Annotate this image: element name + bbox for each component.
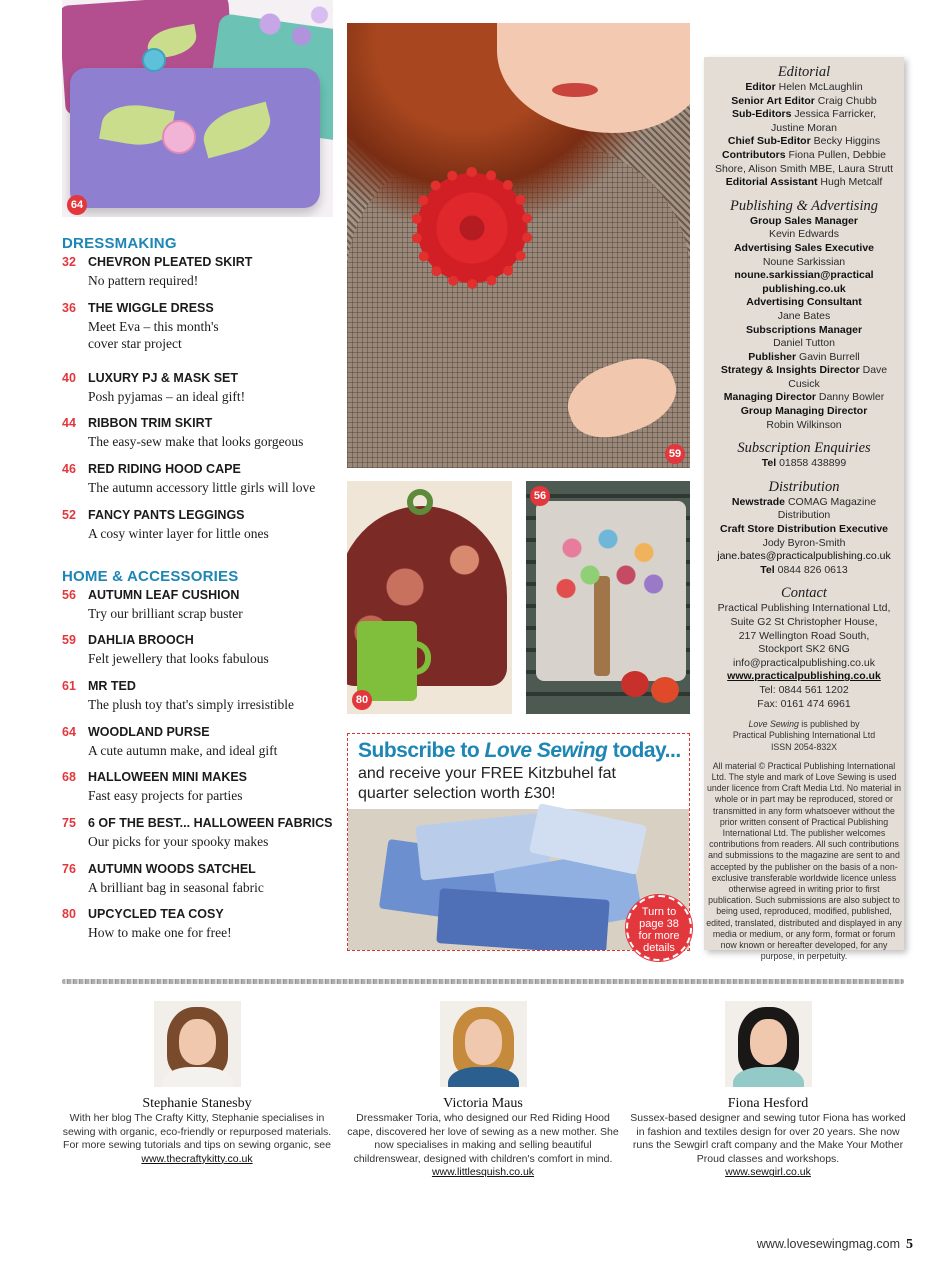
entry-title: FANCY PANTS LEGGINGS bbox=[88, 508, 245, 522]
entry-description: The plush toy that's simply irresistible bbox=[88, 697, 295, 712]
entry-title: 6 OF THE BEST... HALLOWEEN FABRICS bbox=[88, 816, 333, 830]
dahlia-brooch-photo bbox=[347, 23, 690, 468]
section-title: DRESSMAKING bbox=[62, 235, 177, 252]
page-number: 52 bbox=[62, 508, 76, 522]
page-badge: 56 bbox=[530, 486, 550, 506]
credit-line: Group Managing Director bbox=[740, 405, 868, 418]
entry-description: How to make one for free! bbox=[88, 925, 232, 940]
credit-line: Tel 01858 438899 bbox=[761, 457, 847, 470]
page-number: 80 bbox=[62, 907, 76, 921]
credits-heading: Contact bbox=[781, 585, 827, 602]
published-by: Practical Publishing International Ltd bbox=[732, 730, 876, 741]
credit-line: Sub-Editors Jessica Farricker, bbox=[731, 108, 877, 121]
page-badge: 64 bbox=[67, 195, 87, 215]
credit-line: Shore, Alison Smith MBE, Laura Strutt bbox=[715, 162, 893, 175]
credit-email[interactable]: publishing.co.uk bbox=[762, 282, 846, 295]
contributor-card bbox=[57, 1001, 337, 1166]
contact-website-link[interactable]: www.practicalpublishing.co.uk bbox=[727, 670, 881, 683]
credits-heading: Distribution bbox=[768, 478, 840, 495]
credits-heading: Editorial bbox=[777, 64, 831, 80]
page-number: 75 bbox=[62, 816, 76, 830]
entry-title: CHEVRON PLEATED SKIRT bbox=[88, 255, 253, 269]
contributor-website-link[interactable]: www.thecraftykitty.co.uk bbox=[141, 1152, 253, 1165]
contributor-card bbox=[343, 1001, 623, 1180]
woodland-purse-photo bbox=[62, 0, 333, 217]
credit-line: Kevin Edwards bbox=[768, 228, 840, 241]
credits-heading: Subscription Enquiries bbox=[737, 440, 871, 457]
credit-line: Group Sales Manager bbox=[750, 214, 858, 227]
entry-title: MR TED bbox=[88, 679, 136, 693]
credit-line: Chief Sub-Editor Becky Higgins bbox=[727, 135, 881, 148]
page-number: 32 bbox=[62, 255, 76, 269]
page-number: 40 bbox=[62, 371, 76, 385]
page-number: 44 bbox=[62, 416, 76, 430]
leaf-cushion-photo bbox=[526, 481, 690, 714]
contact-line: Tel: 0844 561 1202 bbox=[759, 683, 849, 696]
credits-panel bbox=[704, 57, 904, 962]
page-number: 68 bbox=[62, 770, 76, 784]
credit-line: Senior Art Editor Craig Chubb bbox=[731, 94, 877, 107]
avatar bbox=[725, 1001, 812, 1087]
entry-description: A cosy winter layer for little ones bbox=[88, 526, 269, 541]
contributor-bio: Dressmaker Toria, who designed our Red Riding Hood cape, discovered her love of sewing as a new mother. She now specialises in making and selling beautiful childrenswear, designed with children's comfort in mind. bbox=[347, 1112, 619, 1165]
footer-url[interactable]: www.lovesewingmag.com bbox=[756, 1237, 900, 1251]
page-footer bbox=[757, 1236, 913, 1253]
credit-line: Advertising Consultant bbox=[746, 296, 862, 309]
page-number: 46 bbox=[62, 462, 76, 476]
credit-line: Editorial Assistant Hugh Metcalf bbox=[725, 176, 883, 189]
entry-title: AUTUMN WOODS SATCHEL bbox=[88, 862, 256, 876]
subscribe-offer-line: and receive your FREE Kitzbuhel fat bbox=[358, 765, 616, 782]
credit-line: Contributors Fiona Pullen, Debbie bbox=[722, 148, 886, 161]
contributor-name: Victoria Maus bbox=[443, 1096, 523, 1111]
credit-line: Jody Byron-Smith bbox=[762, 536, 846, 549]
credits-heading: Publishing & Advertising bbox=[730, 197, 878, 214]
subscribe-headline: Subscribe to Love Sewing today... bbox=[358, 739, 681, 762]
entry-title: RIBBON TRIM SKIRT bbox=[88, 416, 213, 430]
contributor-website-link[interactable]: www.littlesquish.co.uk bbox=[431, 1166, 535, 1179]
entry-description: No pattern required! bbox=[88, 273, 199, 288]
entry-description: Try our brilliant scrap buster bbox=[88, 606, 243, 621]
page-number: 36 bbox=[62, 301, 76, 315]
entry-description: A brilliant bag in seasonal fabric bbox=[88, 880, 264, 895]
entry-title: HALLOWEEN MINI MAKES bbox=[88, 770, 248, 784]
credit-line: Advertising Sales Executive bbox=[733, 241, 875, 254]
avatar bbox=[440, 1001, 527, 1087]
credit-line: Jane Bates bbox=[777, 309, 831, 322]
entry-description: A cute autumn make, and ideal gift bbox=[88, 743, 278, 758]
page-badge: 59 bbox=[665, 444, 685, 464]
published-by: Love Sewing is published by bbox=[748, 719, 860, 730]
entry-title: DAHLIA BROOCH bbox=[88, 633, 194, 647]
entry-description: Posh pyjamas – an ideal gift! bbox=[88, 389, 246, 404]
credit-line: Robin Wilkinson bbox=[766, 418, 842, 431]
tea-cosy-photo bbox=[347, 481, 512, 714]
credit-line: Daniel Tutton bbox=[773, 337, 835, 350]
entry-title: RED RIDING HOOD CAPE bbox=[88, 462, 241, 476]
page-number: 76 bbox=[62, 862, 76, 876]
credit-line: Justine Moran bbox=[771, 121, 837, 134]
contact-line: Practical Publishing International Ltd, bbox=[717, 602, 891, 615]
issn: ISSN 2054-832X bbox=[770, 741, 838, 752]
page-badge: 80 bbox=[352, 690, 372, 710]
entry-description: Meet Eva – this month's cover star project bbox=[88, 319, 219, 351]
credit-line: Managing Director Danny Bowler bbox=[723, 391, 885, 404]
credit-line: Editor Helen McLaughlin bbox=[745, 81, 863, 93]
contributor-name: Fiona Hesford bbox=[727, 1096, 809, 1111]
credit-line: Noune Sarkissian bbox=[762, 255, 846, 268]
credit-email[interactable]: noune.sarkissian@practical bbox=[734, 269, 874, 282]
avatar bbox=[154, 1001, 241, 1087]
entry-title: LUXURY PJ & MASK SET bbox=[88, 371, 239, 385]
section-title: HOME & ACCESSORIES bbox=[62, 568, 239, 585]
credit-line: Distribution bbox=[777, 509, 831, 522]
credit-line: Newstrade COMAG Magazine bbox=[731, 495, 877, 508]
credit-line: Strategy & Insights Director Dave Cusick bbox=[720, 364, 888, 390]
entry-description: Fast easy projects for parties bbox=[88, 788, 243, 803]
credit-line: Craft Store Distribution Executive bbox=[719, 523, 889, 536]
entry-title: WOODLAND PURSE bbox=[88, 725, 210, 739]
contributor-website-link[interactable]: www.sewgirl.co.uk bbox=[725, 1166, 811, 1179]
entry-description: Felt jewellery that looks fabulous bbox=[88, 651, 269, 666]
legal-notice: All material © Practical Publishing International Ltd. The style and mark of Love Sewing is used under licence from Craft Media Ltd. No material in whole or in part may be reproduced, stored or transmitted in any form whatsoever without the prior written consent of Practical Publishing International Ltd. The publisher welcomes contributions from readers. All such contributions and submissions to the magazine are sent to and accepted by the publisher on the basis of a non-exclusive transferable worldwide licence unless otherwise agreed in writing prior to first publication. Such submissions are also subject to being used, reproduced, modified, published, edited, translated, distributed and displayed in any media or medium, or any form, format or forum now known or hereafter developed, for any purpose, in perpetuity. bbox=[706, 760, 902, 962]
page-number: 59 bbox=[62, 633, 76, 647]
contributor-name: Stephanie Stanesby bbox=[142, 1096, 252, 1111]
section-divider bbox=[62, 979, 904, 984]
contact-email[interactable]: info@practicalpublishing.co.uk bbox=[733, 656, 875, 669]
credit-line: Subscriptions Manager bbox=[745, 323, 863, 336]
page-number: 56 bbox=[62, 588, 76, 602]
folio-page-number: 5 bbox=[906, 1237, 913, 1252]
entry-description: The autumn accessory little girls will love bbox=[88, 480, 316, 495]
entry-title: AUTUMN LEAF CUSHION bbox=[88, 588, 240, 602]
contributor-card bbox=[628, 1001, 908, 1180]
contact-line: 217 Wellington Road South, bbox=[738, 629, 870, 642]
contributor-bio: With her blog The Crafty Kitty, Stephanie specialises in sewing with organic, eco-friendly or repurposed materials. For more sewing tutorials and tips on sewing organic, see bbox=[62, 1112, 332, 1152]
credit-email[interactable]: jane.bates@practicalpublishing.co.uk bbox=[717, 550, 891, 563]
contact-line: Fax: 0161 474 6961 bbox=[757, 697, 851, 710]
entry-description: Our picks for your spooky makes bbox=[88, 834, 269, 849]
contributor-bio: Sussex-based designer and sewing tutor Fiona has worked in fashion and textiles design for over 20 years. She now runs the Sewgirl craft company and the Make Your Mother Proud classes and workshops. bbox=[630, 1112, 906, 1165]
turn-to-page-badge: Turn to page 38 for more details bbox=[626, 895, 692, 961]
entry-title: THE WIGGLE DRESS bbox=[88, 301, 214, 315]
page-number: 61 bbox=[62, 679, 76, 693]
contact-line: Stockport SK2 6NG bbox=[758, 643, 850, 656]
credit-line: Publisher Gavin Burrell bbox=[748, 350, 860, 363]
page-number: 64 bbox=[62, 725, 76, 739]
subscribe-offer-line: quarter selection worth £30! bbox=[358, 785, 556, 802]
entry-title: UPCYCLED TEA COSY bbox=[88, 907, 224, 921]
contact-line: Suite G2 St Christopher House, bbox=[730, 616, 878, 628]
entry-description: The easy-sew make that looks gorgeous bbox=[88, 434, 304, 449]
credit-line: Tel 0844 826 0613 bbox=[760, 563, 848, 576]
